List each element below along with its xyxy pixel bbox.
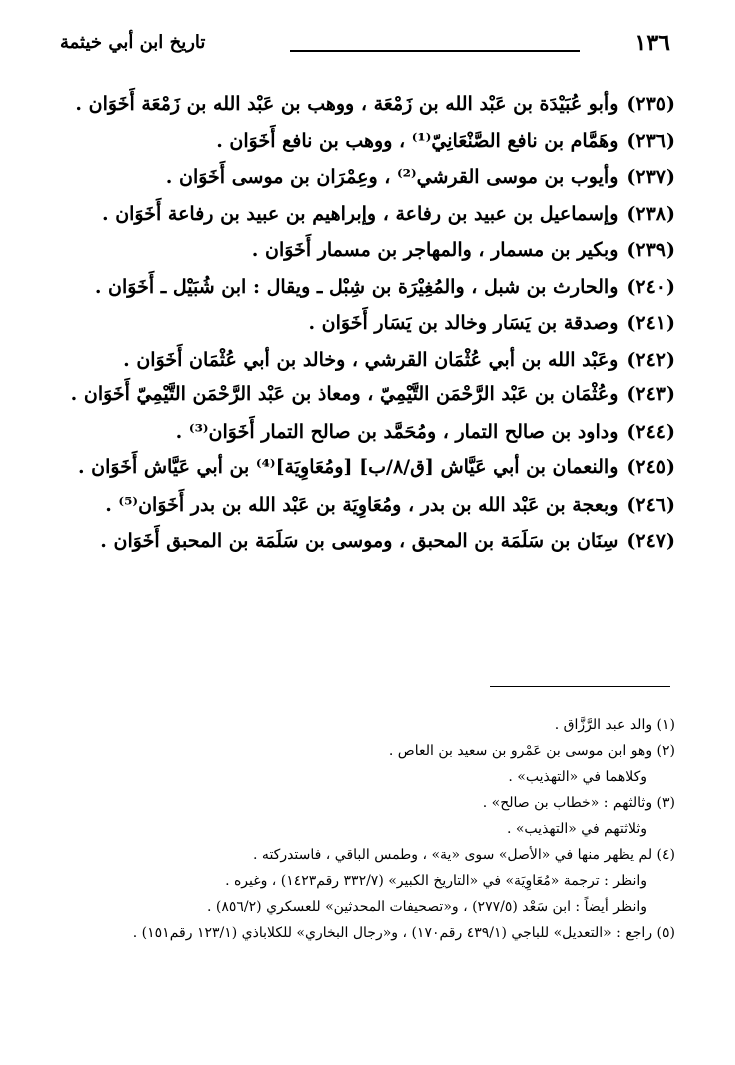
entry-number: (٢٤٤) xyxy=(626,421,675,443)
footnote-continuation: وانظر أيضاً : ابن سَعْد (٢٧٧/٥) ، و«تصحيفات المحدثين» للعسكري (٨٥٦/٢) . xyxy=(206,899,647,915)
entry xyxy=(60,523,675,560)
footnote: (٤) لم يظهر منها في «الأصل» سوى «ية» ، وطمس الباقي ، فاستدركته . xyxy=(253,847,675,863)
entry-text: وصدقة بن يَسَار وخالد بن يَسَار أَخَوَان . xyxy=(308,312,619,334)
footnote-continuation: وثلاثتهم في «التهذيب» . xyxy=(506,821,647,837)
entry-text: وداود بن صالح التمار ، ومُحَمَّد بن صالح التمار أَخَوَان⁽³⁾ . xyxy=(175,421,619,443)
entry-text: سِنَان بن سَلَمَة بن المحبق ، وموسى بن سَلَمَة بن المحبق أَخَوَان . xyxy=(100,530,619,552)
entry-number: (٢٤١) xyxy=(626,312,675,334)
entry xyxy=(60,269,675,306)
entry-number: (٢٤٣) xyxy=(626,383,675,405)
footnote: (٢) وهو ابن موسى بن عَمْرو بن سعيد بن العاص . xyxy=(388,743,675,759)
entry-number: (٢٤٦) xyxy=(626,493,675,516)
entry-text: وأيوب بن موسى القرشي⁽²⁾ ، وعِمْرَان بن موسى أَخَوَان . xyxy=(165,166,619,188)
entry xyxy=(60,86,675,123)
page-number: ١٣٦ xyxy=(634,30,670,56)
entry xyxy=(60,451,675,483)
entry xyxy=(60,487,675,524)
header-rule xyxy=(290,50,580,52)
entry-text: وبعجة بن عَبْد الله بن بدر ، ومُعَاوِيَة بن عَبْد الله بن بدر أَخَوَان⁽⁵⁾ . xyxy=(105,493,619,516)
entry xyxy=(60,159,675,196)
entry-text: والحارث بن شبل ، والمُغِيْرَة بن شِبْل ـ ويقال : ابن شُبَيْل ـ أَخَوَان . xyxy=(94,275,619,298)
running-title: تاريخ ابن أبي خيثمة xyxy=(60,32,206,53)
entry-number: (٢٣٨) xyxy=(626,202,675,225)
entry-text: وأبو عُبَيْدَة بن عَبْد الله بن زَمْعَة ، ووهب بن عَبْد الله بن زَمْعَة أَخَوَان . xyxy=(75,93,619,115)
entry-number: (٢٣٧) xyxy=(626,166,675,188)
footnote-separator xyxy=(490,686,670,687)
entry xyxy=(60,342,675,379)
entries-list xyxy=(60,86,675,560)
footnote: (١) والد عبد الرَّزَّاق . xyxy=(554,717,675,733)
entry-number: (٢٤٥) xyxy=(626,455,675,478)
entry xyxy=(60,196,675,233)
entry-number: (٢٤٠) xyxy=(626,275,675,298)
entry-text: وهَمَّام بن نافع الصَّنْعَانِيّ⁽¹⁾ ، ووهب بن نافع أَخَوَان . xyxy=(216,129,619,152)
entry-number: (٢٤٧) xyxy=(626,530,675,552)
entry-text: وإسماعيل بن عبيد بن رفاعة ، وإبراهيم بن عبيد بن رفاعة أَخَوَان . xyxy=(101,202,619,225)
entry-text: والنعمان بن أبي عَيَّاش [ق/٨/ب] [ومُعَاوِيَة]⁽⁴⁾ بن أبي عَيَّاش أَخَوَان . xyxy=(77,455,619,478)
entry xyxy=(60,123,675,160)
entry-number: (٢٤٢) xyxy=(626,348,675,371)
entry-number: (٢٣٦) xyxy=(626,129,675,152)
footnote: (٣) وثالثهم : «خطاب بن صالح» . xyxy=(482,795,675,811)
entry xyxy=(60,414,675,451)
footnote-continuation: وانظر : ترجمة «مُعَاوِيَة» في «التاريخ الكبير» (٣٣٢/٧ رقم١٤٢٣) ، وغيره . xyxy=(225,873,647,889)
entry xyxy=(60,378,675,410)
entry-text: وعُثْمَان بن عَبْد الرَّحْمَن التَّيْمِيّ ، ومعاذ بن عَبْد الرَّحْمَن التَّيْمِيّ أَخَوَان . xyxy=(70,383,619,405)
entry xyxy=(60,305,675,342)
footnotes xyxy=(60,712,675,946)
entry-text: وعَبْد الله بن أبي عُثْمَان القرشي ، وخالد بن أبي عُثْمَان أَخَوَان . xyxy=(123,348,619,371)
footnote-continuation: وكلاهما في «التهذيب» . xyxy=(508,769,647,785)
footnote: (٥) راجع : «التعديل» للباجي (٤٣٩/١ رقم١٧٠) ، و«رجال البخاري» للكلاباذي (١٢٣/١ رقم١٥١) . xyxy=(132,925,675,941)
entry-number: (٢٣٩) xyxy=(626,239,675,261)
entry xyxy=(60,232,675,269)
entry-number: (٢٣٥) xyxy=(626,93,675,115)
entry-text: وبكير بن مسمار ، والمهاجر بن مسمار أَخَوَان . xyxy=(251,239,619,261)
page-header xyxy=(60,28,670,68)
